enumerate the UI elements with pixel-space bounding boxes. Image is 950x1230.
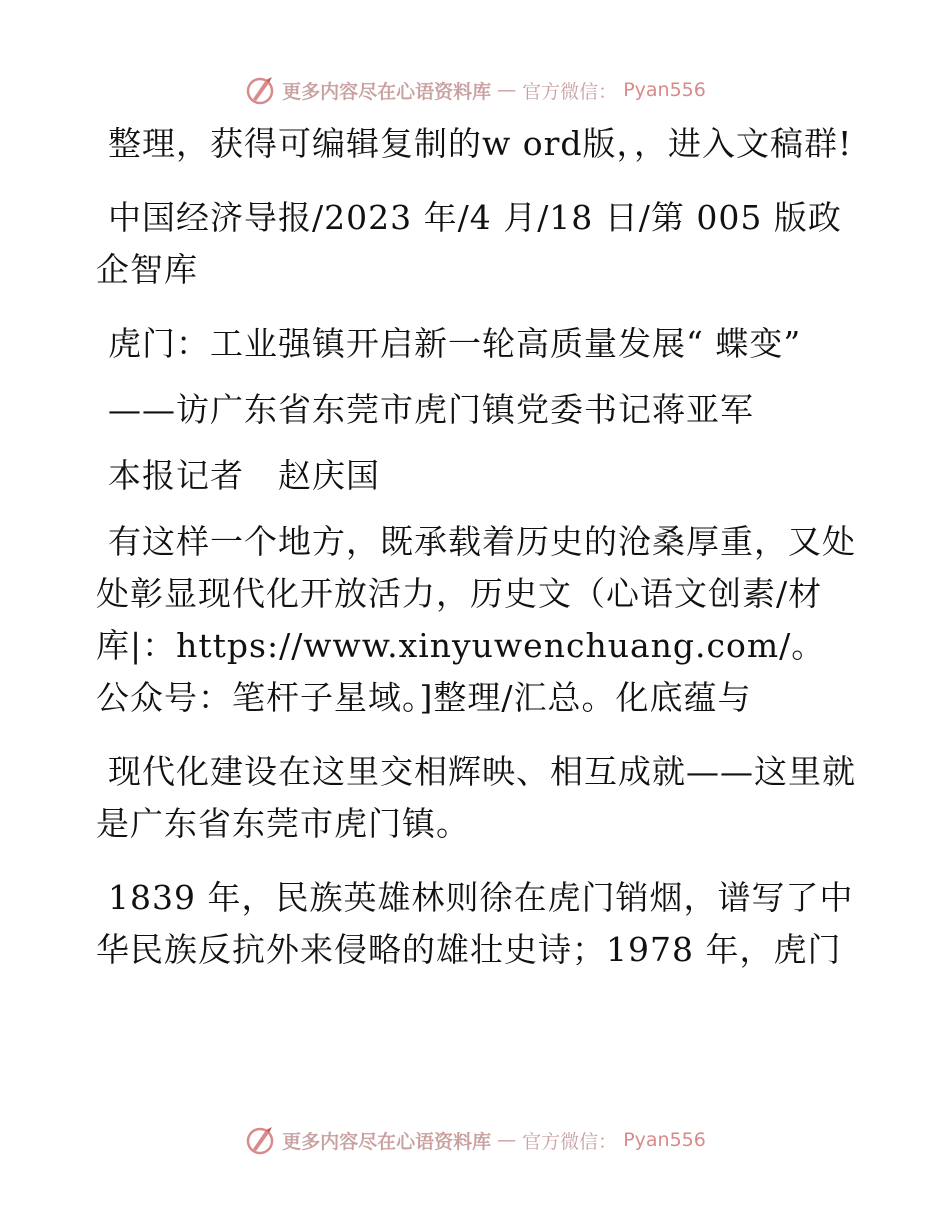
watermark-main-text: 更多内容尽在心语资料库 (282, 80, 492, 103)
article-body (96, 118, 856, 998)
footer-watermark (0, 1120, 950, 1160)
quill-pen-logo-icon (244, 1124, 276, 1156)
byline: 本报记者 赵庆国 (108, 456, 380, 495)
header-watermark (0, 70, 950, 110)
source-line: 中国经济导报/2023 年/4 月/18 日/第 005 版政企智库 (96, 198, 842, 289)
paragraph: 现代化建设在这里交相辉映、相互成就——这里就是广东省东莞市虎门镇。 (96, 752, 856, 843)
watermark-main-text: 更多内容尽在心语资料库 (282, 1130, 492, 1153)
article-subtitle: ——访广东省东莞市虎门镇党委书记蒋亚军 (108, 390, 754, 429)
article-title: 虎门：工业强镇开启新一轮高质量发展“ 蝶变” (108, 324, 802, 363)
quill-pen-logo-icon (244, 74, 276, 106)
paragraph: 有这样一个地方，既承载着历史的沧桑厚重，又处处彰显现代化开放活力，历史文（心语文创素/材库|：https://www.xinyuwenchuang.com/。公众号：笔杆子星域。]整理/汇总。化底蕴与 (96, 522, 856, 717)
watermark-sub-text: 官方微信： (522, 1130, 618, 1153)
watermark-wechat-id: Pyan556 (623, 1129, 706, 1151)
watermark-sub-text: 官方微信： (522, 80, 618, 103)
intro-line: 整理，获得可编辑复制的w ord版，，进入文稿群! (108, 124, 853, 163)
watermark-dash: — (497, 1129, 517, 1151)
paragraph: 1839 年，民族英雄林则徐在虎门销烟，谱写了中华民族反抗外来侵略的雄壮史诗；1978 年，虎门 (96, 878, 854, 969)
watermark-wechat-id: Pyan556 (623, 79, 706, 101)
watermark-dash: — (497, 79, 517, 101)
